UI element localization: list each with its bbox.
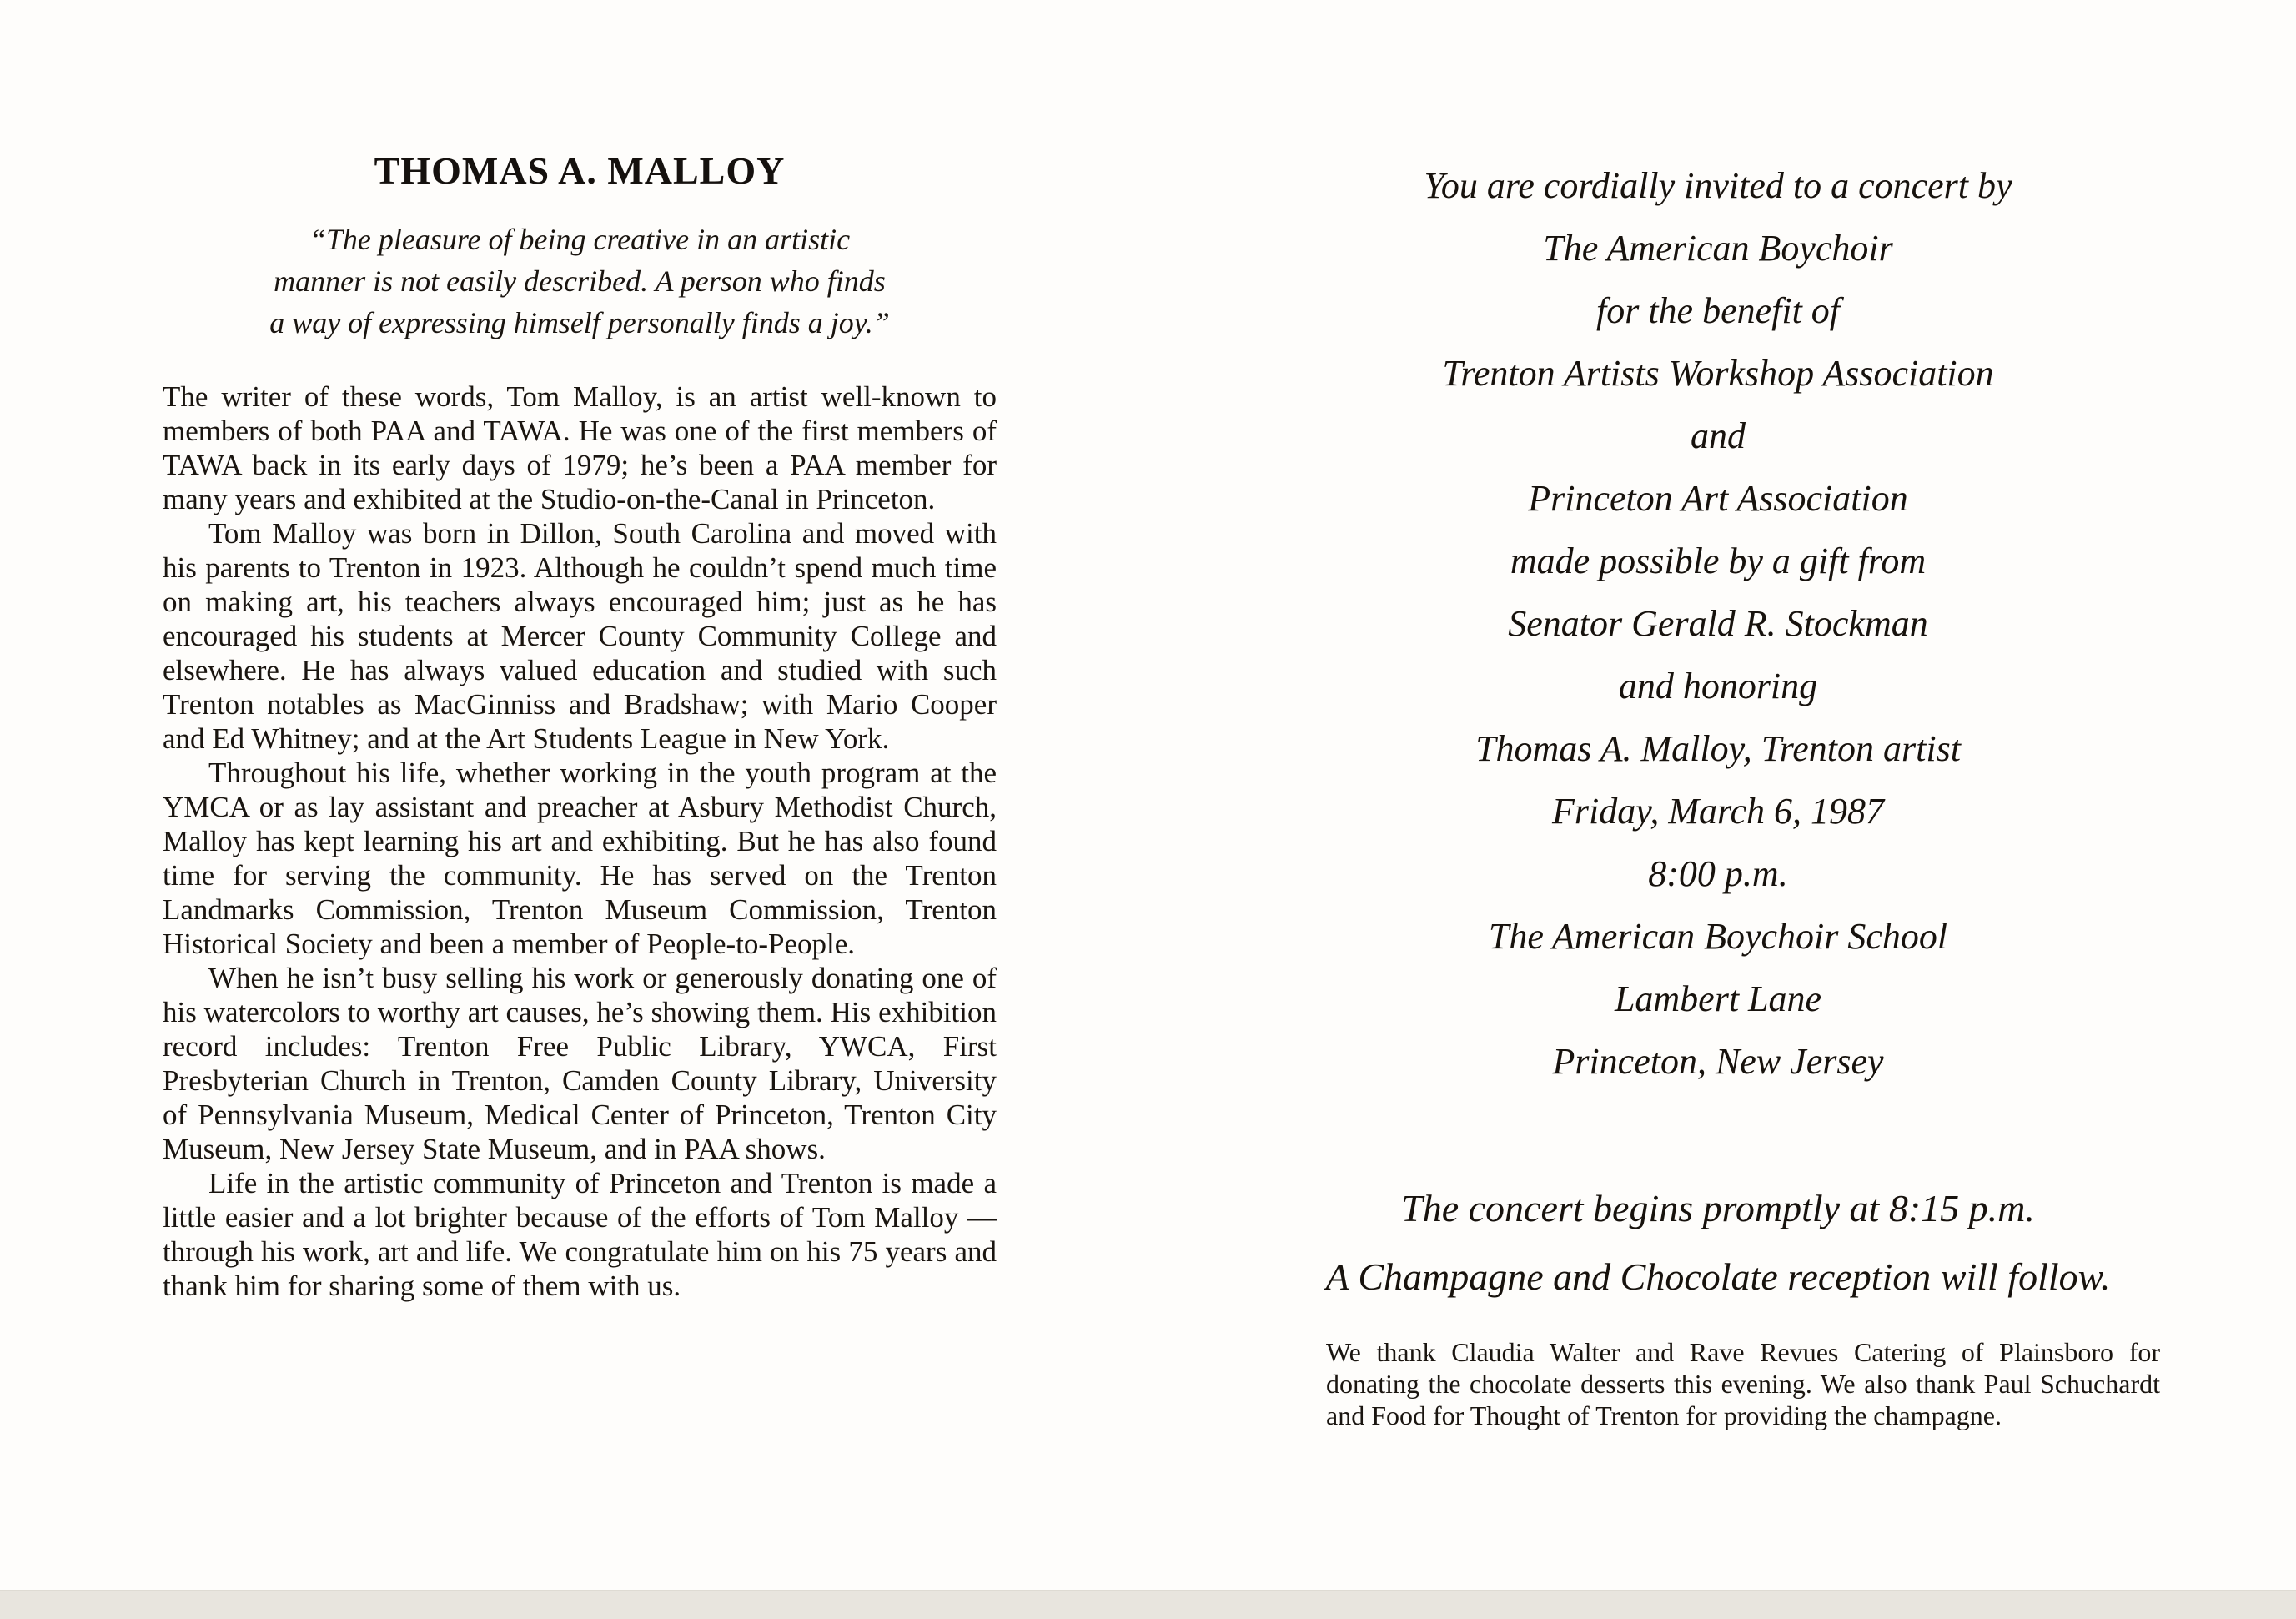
biography-paragraph: When he isn’t busy selling his work or generously donating one of his watercolors to worthy art causes, he’s showing them. His exhibition record includes: Trenton Free Public Library, YWCA, First Presbyterian Church in Trenton, Camden County Library, University of Pennsylvania Museum, Medical Center of Princeton, Trenton City Museum, New Jersey State Museum, and in PAA shows. [163, 962, 997, 1165]
invitation-line: made possible by a gift from [1510, 541, 1927, 581]
invitation-line: The American Boychoir School [1488, 916, 1948, 957]
page-title: THOMAS A. MALLOY [374, 149, 786, 192]
quote-line: manner is not easily described. A person who finds [274, 264, 886, 298]
quote-line: “The pleasure of being creative in an artistic [309, 223, 851, 256]
invitation-line: 8:00 p.m. [1648, 853, 1788, 894]
quote-line: a way of expressing himself personally finds a joy.” [269, 306, 890, 339]
invitation-line: for the benefit of [1595, 290, 1841, 331]
invitation-line: and [1691, 415, 1746, 456]
invitation-line: You are cordially invited to a concert by [1424, 165, 2012, 206]
concert-note-line: A Champagne and Chocolate reception will follow. [1325, 1255, 2111, 1298]
biography-paragraph: Tom Malloy was born in Dillon, South Carolina and moved with his parents to Trenton in 1923. Although he couldn’t spend much time on making art, his teachers always encouraged him; just as he has encouraged his students at Mercer County Community College and elsewhere. He has always valued education and studied with such Trenton notables as MacGinniss and Bradshaw; with Mario Cooper and Ed Whitney; and at the Art Students League in New York. [163, 517, 997, 755]
scan-edge-strip [0, 1590, 2296, 1619]
concert-note-line: The concert begins promptly at 8:15 p.m. [1401, 1187, 2035, 1229]
artist-quote [133, 219, 1026, 344]
biography-paragraph: The writer of these words, Tom Malloy, is an artist well-known to members of both PAA and TAWA. He was one of the first members of TAWA back in its early days of 1979; he’s been a PAA member for many years and exhibited at the Studio-on-the-Canal in Princeton. [163, 380, 997, 515]
biography-text [163, 380, 997, 1303]
right-page [1148, 0, 2296, 1619]
invitation-text [1247, 154, 2189, 1093]
invitation-line: Thomas A. Malloy, Trenton artist [1475, 728, 1961, 769]
invitation-line: and honoring [1618, 666, 1818, 706]
concert-notes [1193, 1174, 2243, 1311]
biography-paragraph: Life in the artistic community of Princeton and Trenton is made a little easier and a lot brighter because of the efforts of Tom Malloy — through his work, art and life. We congratulate him on his 75 years and thank him for sharing some of them with us. [163, 1167, 997, 1302]
invitation-line: Friday, March 6, 1987 [1552, 791, 1884, 832]
invitation-line: Princeton, New Jersey [1552, 1041, 1884, 1082]
acknowledgement-text: We thank Claudia Walter and Rave Revues Catering of Plainsboro for donating the chocolate desserts this evening. We also thank Paul Schuchardt and Food for Thought of Trenton for providing the champagne. [1326, 1337, 2160, 1430]
biography-paragraph: Throughout his life, whether working in the youth program at the YMCA or as lay assistant and preacher at Asbury Methodist Church, Malloy has kept learning his art and exhibiting. But he has also found time for serving the community. He has served on the Trenton Landmarks Commission, Trenton Museum Commission, Trenton Historical Society and been a member of People-to-People. [163, 757, 997, 960]
invitation-line: Princeton Art Association [1528, 478, 1908, 519]
invitation-line: The American Boychoir [1543, 228, 1893, 269]
invitation-line: Senator Gerald R. Stockman [1508, 603, 1928, 644]
invitation-line: Trenton Artists Workshop Association [1442, 353, 1994, 394]
invitation-line: Lambert Lane [1614, 978, 1822, 1019]
